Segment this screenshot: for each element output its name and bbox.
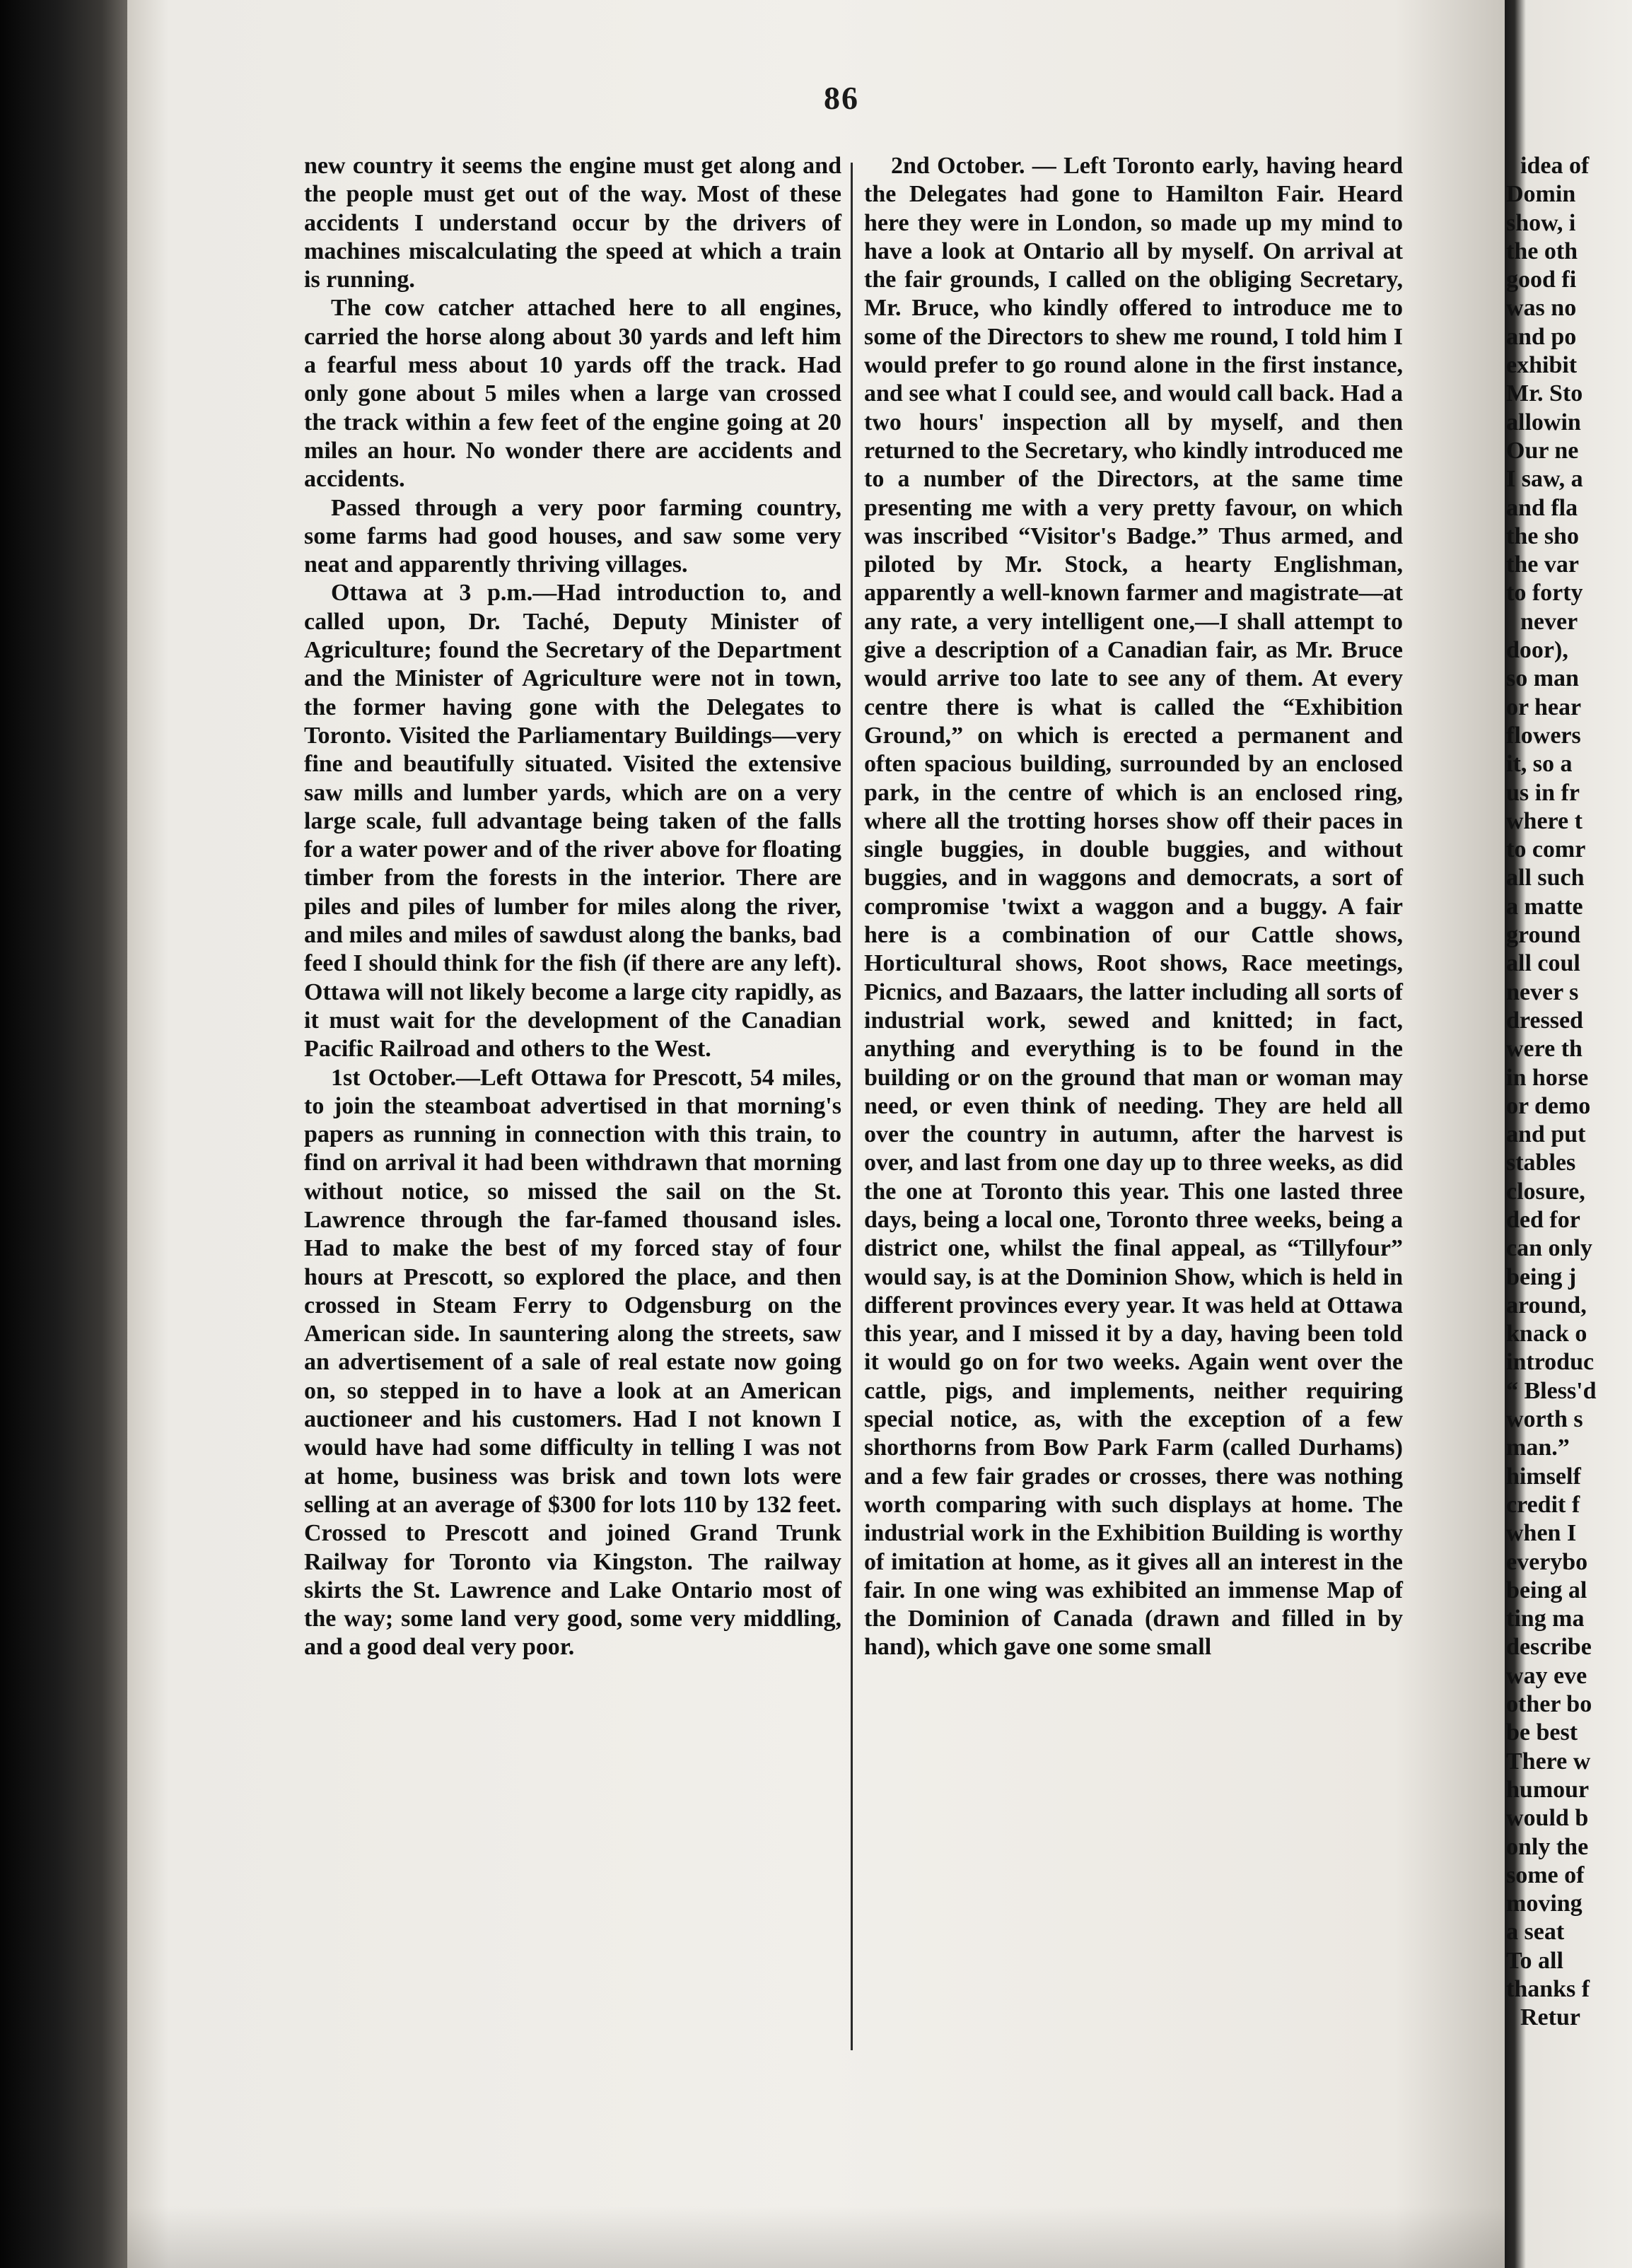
facing-page-line-fragment: moving — [1506, 1890, 1583, 1917]
paragraph: new country it seems the engine must get along and the people must get out of the way. Most of these accidents I understand occur by the drivers of machines miscalculating the speed at which a train is running. — [304, 153, 841, 293]
left-text-column — [304, 152, 841, 1662]
paragraph: 2nd October. — Left Toronto early, having heard the Delegates had gone to Hamilton Fair. Heard here they were in London, so made up my mind to have a look at Ontario all by myself. On arrival at the fair grounds, I called on the obliging Secretary, Mr. Bruce, who kindly offered to introduce me to some of the Directors to shew me round, I told him I would prefer to go round alone in the first instance, and see what I could see, and would call back. Had a two hours' inspection all by myself, and then returned to the Secretary, who kindly introduced me to a number of the Directors, at the same time presenting me with a very pretty favour, on which was inscribed “Visitor's Badge.” Thus armed, and piloted by Mr. Stock, a hearty Englishman, apparently a well-known farmer and magistrate—at any rate, a very intelligent one,—I shall attempt to give a description of a Canadian fair, as Mr. Bruce would arrive too late to see any of them. At every centre there is what is called the “Exhibition Ground,” on which is erected a permanent and often spacious building, surrounded by an enclosed park, in the centre of which is an enclosed ring, where all the trotting horses show off their paces in single buggies, in double buggies, and without buggies, and in waggons and democrats, a sort of compromise 'twixt a waggon and a buggy. A fair here is a combination of our Cattle shows, Horticultural shows, Root shows, Race meetings, Picnics, and Bazaars, the latter including all sorts of industrial work, sewed and knitted; in fact, anything and everything is to be found in the building or on the ground that man or woman may need, or even think of needing. They are held all over the country in autumn, after the harvest is over, and last from one day up to three weeks, as did the one at Toronto this year. This one lasted three days, being a local one, Toronto three weeks, being a district one, whilst the final appeal, as “Tillyfour” would say, is at the Dominion Show, which is held in different provinces every year. It was held at Ottawa this year, and I missed it by a day, having been told it would go on for two weeks. Again went over the cattle, pigs, and implements, neither requiring special notice, as, with the exception of a few shorthorns from Bow Park Farm (called Durhams) and a few fair grades or crosses, there was nothing worth comparing with such displays at home. The industrial work in the Exhibition Building is worthy of imitation at home, as it gives all an interest in the fair. In one wing was exhibited an immense Map of the Dominion of Canada (drawn and filled in by hand), which gave one some small — [864, 153, 1403, 1661]
facing-page-line-fragment: dressed — [1506, 1007, 1583, 1034]
facing-page-line-fragment: show, i — [1506, 209, 1576, 236]
facing-page-line-fragment: good fi — [1506, 267, 1577, 293]
facing-page-line-fragment: introduc — [1506, 1349, 1595, 1376]
facing-page-line-fragment: all such — [1506, 865, 1585, 892]
facing-page-line-fragment: the oth — [1506, 238, 1578, 264]
paragraph: The cow catcher attached here to all engines, carried the horse along about 30 yards and left him a fearful mess about 10 yards off the track. Had only gone about 5 miles when a large van crossed the track within a few feet of the engine going at 20 miles an hour. No wonder there are accidents and accidents. — [304, 295, 841, 493]
facing-page-line-fragment: the var — [1506, 551, 1579, 578]
facing-page-line-fragment: to forty — [1506, 580, 1583, 607]
column-divider — [851, 163, 853, 2050]
facing-page-line-fragment: around, — [1506, 1292, 1587, 1319]
facing-page-line-fragment: thanks f — [1506, 1976, 1590, 2002]
facing-page-line-fragment: be best — [1506, 1719, 1578, 1746]
facing-page-line-fragment: idea of — [1520, 153, 1590, 179]
paragraph: 1st October.—Left Ottawa for Prescott, 54 miles, to join the steamboat advertised in that morning's papers as running in connection with this train, to find on arrival it had been withdrawn that morning without notice, so missed the sail on the St. Lawrence through the far-famed thousand isles. Had to make the best of my forced stay of four hours at Prescott, so explored the place, and then crossed in Steam Ferry to Odgensburg on the American side. In sauntering along the streets, saw an advertisement of a sale of real estate now going on, so stepped in to have a look at an American auctioneer and his customers. Had I not known I would have had some difficulty in telling I was not at home, business was brisk and town lots were selling at an average of $300 for lots 110 by 132 feet. Crossed to Prescott and joined Grand Trunk Railway for Toronto via Kingston. The railway skirts the St. Lawrence and Lake Ontario most of the way; some land very good, some very middling, and a good deal very poor. — [304, 1064, 841, 1661]
middle-text-column — [864, 152, 1403, 1662]
paragraph: Ottawa at 3 p.m.—Had introduction to, and called upon, Dr. Taché, Deputy Minister of Agriculture; found the Secretary of the Department and the Minister of Agriculture were not in town, the former having gone with the Delegates to Toronto. Visited the Parliamentary Buildings—very fine and beautifully situated. Visited the extensive saw mills and lumber yards, which are on a very large scale, full advantage being taken of the falls for a water power and of the river above for floating timber from the forests in the interior. There are piles and piles of lumber for miles along the river, and miles and miles of sawdust along the banks, bad feed I should think for the fish (if there are any left). Ottawa will not likely become a large city rapidly, as it must wait for the development of the Canadian Pacific Railroad and others to the West. — [304, 580, 841, 1063]
page-bottom-shade — [127, 2206, 1505, 2268]
facing-page-line-fragment: allowin — [1506, 409, 1581, 436]
facing-page-line-fragment: ground — [1506, 922, 1581, 949]
facing-page-line-fragment: the sho — [1506, 522, 1579, 549]
facing-page-line-fragment: exhibit — [1506, 352, 1578, 379]
facing-page-line-fragment: it, so a — [1506, 751, 1573, 778]
facing-page-line-fragment: ting ma — [1506, 1606, 1585, 1632]
facing-page-line-fragment: way eve — [1506, 1662, 1587, 1689]
facing-page-line-fragment: or hear — [1506, 694, 1582, 720]
facing-page-line-fragment: flowers — [1506, 722, 1581, 749]
facing-page-line-fragment: and po — [1506, 323, 1577, 350]
facing-page-line-fragment: us in fr — [1506, 779, 1580, 806]
facing-page-text-fragments — [1505, 152, 1632, 2033]
facing-page-line-fragment: door), — [1506, 637, 1568, 664]
facing-page-line-fragment: “ Bless'd — [1506, 1377, 1597, 1404]
facing-page-line-fragment: Our ne — [1506, 437, 1579, 464]
facing-page-line-fragment: ded for — [1506, 1206, 1580, 1233]
facing-page-line-fragment: stables — [1506, 1150, 1576, 1176]
facing-page-line-fragment: There w — [1506, 1748, 1591, 1775]
facing-page-line-fragment: some of — [1506, 1861, 1585, 1888]
facing-page-line-fragment: To all — [1506, 1947, 1563, 1974]
facing-page-line-fragment: never — [1520, 608, 1578, 635]
facing-page-line-fragment: and fla — [1506, 494, 1578, 521]
facing-page-line-fragment: when I — [1506, 1520, 1577, 1547]
facing-page-line-fragment: describe — [1506, 1634, 1592, 1661]
paragraph: Passed through a very poor farming country, some farms had good houses, and saw some very neat and apparently thriving villages. — [304, 494, 841, 578]
facing-page-line-fragment: can only — [1506, 1235, 1592, 1262]
facing-page-line-fragment: humour — [1506, 1776, 1590, 1803]
facing-page-line-fragment: I saw, a — [1506, 466, 1583, 493]
scan-gutter-shadow — [0, 0, 127, 2268]
facing-page-line-fragment: man.” — [1506, 1434, 1570, 1461]
facing-page-line-fragment: would b — [1506, 1805, 1589, 1832]
facing-page-line-fragment: knack o — [1506, 1321, 1587, 1348]
facing-page-line-fragment: and put — [1506, 1121, 1586, 1148]
page-number: 86 — [824, 80, 859, 116]
facing-page-line-fragment: were th — [1506, 1036, 1583, 1063]
facing-page-line-fragment: or demo — [1506, 1092, 1591, 1119]
facing-page-line-fragment: everybo — [1506, 1548, 1588, 1575]
facing-page-line-fragment: credit f — [1506, 1491, 1580, 1518]
facing-page-line-fragment: so man — [1506, 665, 1579, 692]
facing-page-line-fragment: where t — [1506, 807, 1583, 834]
facing-page-line-fragment: himself — [1506, 1463, 1581, 1490]
facing-page-line-fragment: Domin — [1506, 181, 1576, 208]
facing-page-line-fragment: being al — [1506, 1577, 1587, 1603]
facing-page-line-fragment: a matte — [1506, 893, 1583, 920]
facing-page-line-fragment: in horse — [1506, 1064, 1589, 1091]
facing-page-line-fragment: never s — [1506, 978, 1579, 1005]
facing-page-line-fragment: Mr. Sto — [1506, 380, 1583, 407]
facing-page-line-fragment: only the — [1506, 1833, 1589, 1860]
facing-page-line-fragment: all coul — [1506, 950, 1580, 977]
facing-page-line-fragment: closure, — [1506, 1178, 1585, 1205]
facing-page-line-fragment: was no — [1506, 295, 1577, 322]
facing-page-line-fragment: other bo — [1506, 1691, 1592, 1718]
facing-page-line-fragment: worth s — [1506, 1406, 1583, 1433]
facing-page-line-fragment: a seat — [1506, 1919, 1565, 1946]
facing-page-line-fragment: being j — [1506, 1263, 1577, 1290]
facing-page-line-fragment: to comr — [1506, 836, 1586, 863]
facing-page-line-fragment: Retur — [1520, 2004, 1580, 2031]
